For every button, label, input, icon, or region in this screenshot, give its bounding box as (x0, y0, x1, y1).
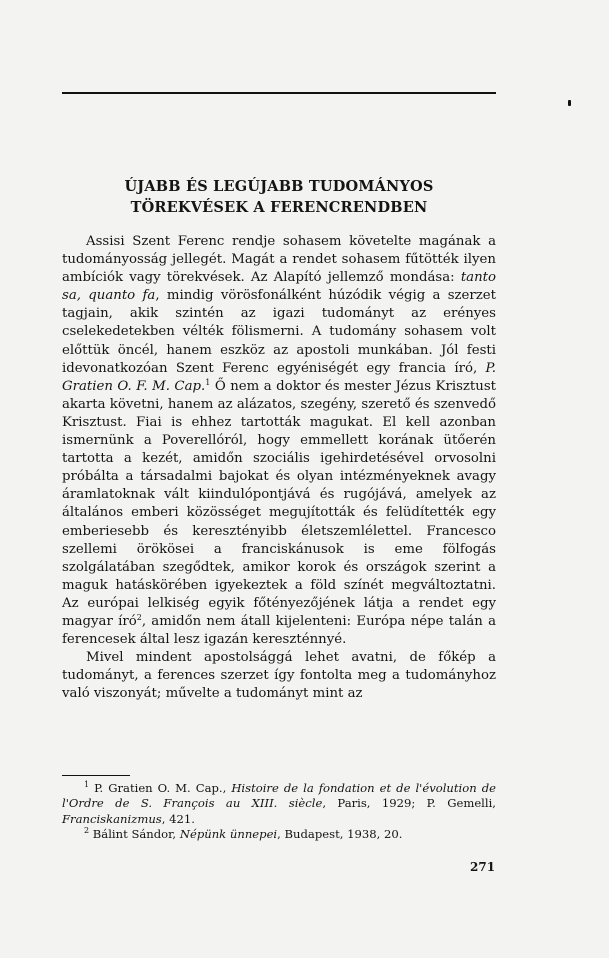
paragraph-1 (62, 233, 496, 649)
footnote-1-post: , 421. (161, 811, 195, 826)
paragraph-1-text-d: , amidőn nem átall kijelenteni: Európa népe talán a ferencesek által lesz igazán kereszténnyé. (62, 613, 496, 648)
title-line-1: ÚJABB ÉS LEGÚJABB TUDOMÁNYOS (124, 178, 434, 195)
body-text (62, 233, 496, 703)
paragraph-2: Mivel mindent apostolsággá lehet avatni, de főkép a tudományt, a ferences szerzet így fontolta meg a tudományhoz való viszonyát; művelte a tudományt mint az (62, 650, 496, 702)
top-rule (62, 92, 496, 94)
footnote-1 (62, 781, 496, 827)
chapter-title (62, 176, 496, 218)
cited-author: P. Gratien O. F. M. Cap. (62, 360, 496, 394)
footnote-ref-2: 2 (136, 612, 142, 622)
margin-mark (568, 100, 571, 106)
footnote-1-mid: , Paris, 1929; P. Gemelli, (322, 796, 496, 811)
paragraph-1-text-c: Ő nem a doktor és mester Jézus Krisztust akarta követni, hanem az alázatos, szegény, szerető és szenvedő Krisztust. Fiai is ehhez tartották magukat. El kell azonban ismernünk a Poverellóról, hogy emmellett korának ütőerén tartotta a kezét, amidőn szociális igehirdetésével orvosolni próbálta a társadalmi bajokat és olyan intézményeknek avagy áramlatoknak vált kiindulópontjává és rugójává, amelyek az általános emberi közösséget megujították és felüdítették egy emberiesebb és keresztényibb életszemlélettel. Francesco szellemi örökösei a franciskánusok is eme fölfogás szolgálatában szegődtek, amikor korok és országok szerint a maguk hatáskörében igyekeztek a föld színét megváltoztatni. Az európai lelkiség egyik főtényezőjének látja a rendet egy magyar író (62, 378, 496, 629)
footnote-1-pre: P. Gratien O. M. Cap., (89, 781, 232, 795)
paragraph-1-text-b: , mindig vörösfonálként húzódik végig a szerzet tagjain, akik szintén az igazi tudományt az erényes cselekedetekben vélték fölismerni. A tudomány sohasem volt előttük öncél, hanem eszköz az apostoli munkában. Jól festi idevonatkozóan Szent Ferenc egyéniségét egy francia író, (62, 288, 496, 376)
footnote-1-number: 1 (84, 780, 90, 789)
footnote-2 (62, 827, 496, 842)
footnote-2-post: , Budapest, 1938, 20. (277, 827, 403, 842)
footnote-2-pre: Bálint Sándor, (89, 827, 180, 842)
footnote-2-number: 2 (84, 826, 90, 836)
footnotes (62, 781, 496, 843)
footnote-1-work: Histoire de la fondation et de l'évolution de l'Ordre de S. François au XIII. siècle (62, 781, 496, 811)
page-number: 271 (470, 860, 496, 874)
footnote-rule (62, 775, 130, 776)
paragraph-1-text-a: Assisi Szent Ferenc rendje sohasem követelte magának a tudományosság jellegét. Magát a rendet sohasem fűtötték ilyen ambíciók vagy törekvések. Az Alapító jellemző mondása: (62, 234, 496, 286)
footnote-1-work-2: Franciskanizmus (62, 811, 162, 826)
footnote-ref-1: 1 (205, 377, 211, 387)
motto: tanto sa, quanto fa (62, 270, 496, 304)
footnote-2-work: Népünk ünnepei (179, 827, 278, 842)
title-line-2: TÖREKVÉSEK A FERENCRENDBEN (130, 199, 428, 216)
